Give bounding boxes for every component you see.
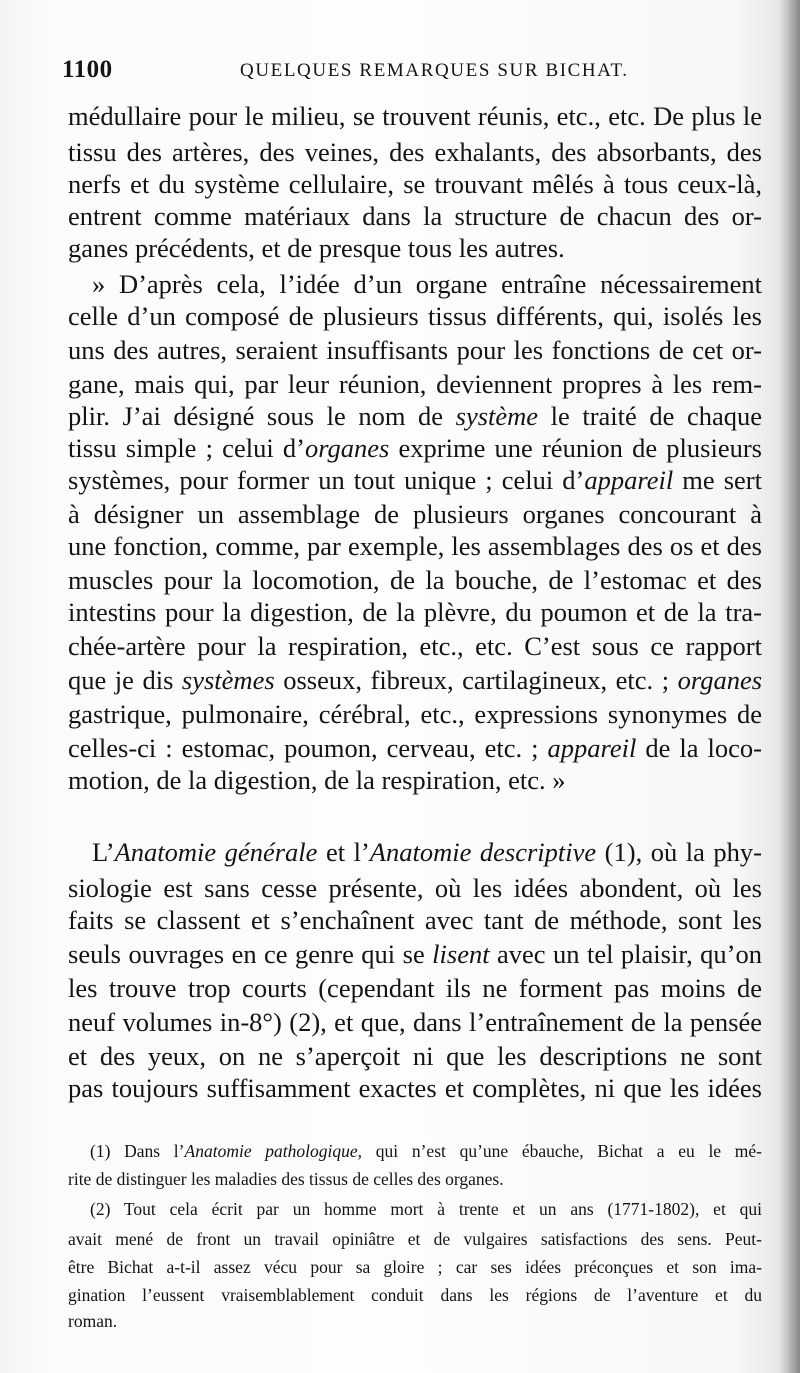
page-header (62, 56, 762, 92)
text-line: que je dis systèmes osseux, fibreux, cartilagineux, etc. ; organes (68, 665, 763, 695)
text-line: siologie est sans cesse présente, où les idées abondent, où les (68, 873, 762, 903)
text-line: motion, de la digestion, de la respiration, etc. » (68, 765, 566, 795)
running-head: QUELQUES REMARQUES SUR BICHAT. (240, 60, 629, 81)
text-line: neuf volumes in-8°) (2), et que, dans l’entraînement de la pensée (68, 1007, 762, 1037)
page-gutter-shadow (778, 0, 800, 1373)
text-line: gane, mais qui, par leur réunion, deviennent propres à les rem- (68, 369, 762, 399)
text-line: L’Anatomie générale et l’Anatomie descriptive (1), où la phy- (92, 837, 762, 867)
text-line: une fonction, comme, par exemple, les assemblages des os et des (68, 531, 762, 561)
text-line: gastrique, pulmonaire, cérébral, etc., expressions synonymes de (68, 699, 762, 729)
footnote-line: rite de distinguer les maladies des tissus de celles des organes. (68, 1169, 504, 1189)
text-line: médullaire pour le milieu, se trouvent réunis, etc., etc. De plus le (68, 101, 762, 131)
footnote-line: gination l’eussent vraisemblablement conduit dans les régions de l’aventure et du (68, 1285, 762, 1305)
text-line: ganes précédents, et de presque tous les autres. (68, 233, 565, 263)
text-line: muscles pour la locomotion, de la bouche, de l’estomac et des (68, 565, 762, 595)
footnote-line: (2) Tout cela écrit par un homme mort à trente et un ans (1771-1802), et qui (90, 1199, 762, 1219)
text-line: chée-artère pour la respiration, etc., etc. C’est sous ce rapport (68, 631, 762, 661)
text-line: pas toujours suffisamment exactes et complètes, ni que les idées (68, 1073, 762, 1103)
text-line: intestins pour la digestion, de la plèvre, du poumon et de la tra- (68, 597, 762, 627)
text-line: seuls ouvrages en ce genre qui se lisent avec un tel plaisir, qu’on (68, 939, 762, 969)
text-line: nerfs et du système cellulaire, se trouvant mêlés à tous ceux-là, (68, 169, 762, 199)
text-line: faits se classent et s’enchaînent avec tant de méthode, sont les (68, 905, 762, 935)
text-line: » D’après cela, l’idée d’un organe entraîne nécessairement (92, 269, 762, 299)
text-line: et des yeux, on ne s’aperçoit ni que les descriptions ne sont (68, 1041, 762, 1071)
footnote-line: (1) Dans l’Anatomie pathologique, qui n’est qu’une ébauche, Bichat a eu le mé- (90, 1141, 762, 1161)
text-line: plir. J’ai désigné sous le nom de système le traité de chaque (68, 401, 762, 431)
footnote-line: être Bichat a-t-il assez vécu pour sa gloire ; car ses idées préconçues et son ima- (68, 1257, 762, 1277)
footnote-line: roman. (68, 1311, 118, 1331)
text-line: uns des autres, seraient insuffisants pour les fonctions de cet or- (68, 335, 762, 365)
text-line: tissu simple ; celui d’organes exprime une réunion de plusieurs (68, 433, 762, 463)
text-line: entrent comme matériaux dans la structure de chacun des or- (68, 201, 762, 231)
footnote-line: avait mené de front un travail opiniâtre et de vulgaires satisfactions des sens. Peut- (68, 1229, 762, 1249)
text-line: à désigner un assemblage de plusieurs organes concourant à (68, 499, 762, 529)
text-line: celles-ci : estomac, poumon, cerveau, etc. ; appareil de la loco- (68, 733, 762, 763)
text-line: tissu des artères, des veines, des exhalants, des absorbants, des (68, 137, 762, 167)
text-line: systèmes, pour former un tout unique ; celui d’appareil me sert (68, 465, 762, 495)
text-line: les trouve trop courts (cependant ils ne forment pas moins de (68, 973, 762, 1003)
page-number: 1100 (62, 56, 113, 83)
text-line: celle d’un composé de plusieurs tissus différents, qui, isolés les (68, 301, 762, 331)
